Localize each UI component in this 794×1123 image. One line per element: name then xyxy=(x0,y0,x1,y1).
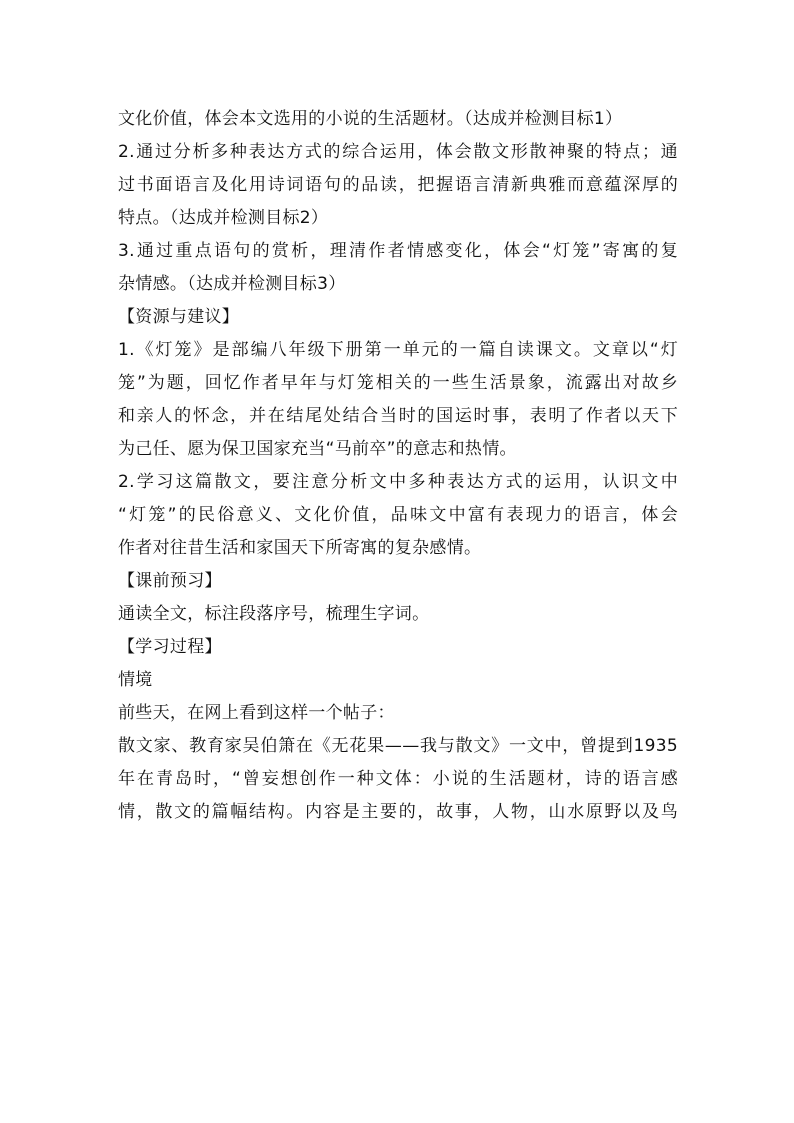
text-line: 散文家、教育家吴伯箫在《无花果——我与散文》一文中，曾提到1935 xyxy=(118,736,678,756)
text-line: 前些天，在网上看到这样一个帖子： xyxy=(118,703,395,723)
text-line: “灯笼”的民俗意义、文化价值，品味文中富有表现力的语言，体会 xyxy=(118,505,678,525)
document-page xyxy=(118,103,678,829)
text-line: 通读全文，标注段落序号，梳理生字词。 xyxy=(118,604,430,624)
text-line: 2.学习这篇散文，要注意分析文中多种表达方式的运用，认识文中 xyxy=(118,472,678,492)
text-line: 为己任、愿为保卫国家充当“马前卒”的意志和热情。 xyxy=(118,439,517,459)
text-line: 3.通过重点语句的赏析，理清作者情感变化，体会“灯笼”寄寓的复 xyxy=(118,241,678,261)
text-line: 文化价值，体会本文选用的小说的生活题材。（达成并检测目标1） xyxy=(118,109,623,129)
section-heading: 【课前预习】 xyxy=(118,571,222,591)
text-line: 过书面语言及化用诗词语句的品读，把握语言清新典雅而意蕴深厚的 xyxy=(118,175,678,195)
subsection-heading: 情境 xyxy=(118,670,153,690)
text-line: 情，散文的篇幅结构。内容是主要的，故事，人物，山水原野以及鸟 xyxy=(118,802,678,822)
text-line: 1.《灯笼》是部编八年级下册第一单元的一篇自读课文。文章以“灯 xyxy=(118,340,678,360)
text-line: 年在青岛时，“曾妄想创作一种文体：小说的生活题材，诗的语言感 xyxy=(118,769,678,789)
section-heading: 【学习过程】 xyxy=(118,637,222,657)
text-line: 特点。（达成并检测目标2） xyxy=(118,208,329,228)
text-line: 2.通过分析多种表达方式的综合运用，体会散文形散神聚的特点；通 xyxy=(118,142,678,162)
section-heading: 【资源与建议】 xyxy=(118,307,240,327)
text-line: 杂情感。（达成并检测目标3） xyxy=(118,274,346,294)
text-line: 笼”为题，回忆作者早年与灯笼相关的一些生活景象，流露出对故乡 xyxy=(118,373,678,393)
text-line: 和亲人的怀念，并在结尾处结合当时的国运时事，表明了作者以天下 xyxy=(118,406,678,426)
text-line: 作者对往昔生活和家国天下所寄寓的复杂感情。 xyxy=(118,538,482,558)
